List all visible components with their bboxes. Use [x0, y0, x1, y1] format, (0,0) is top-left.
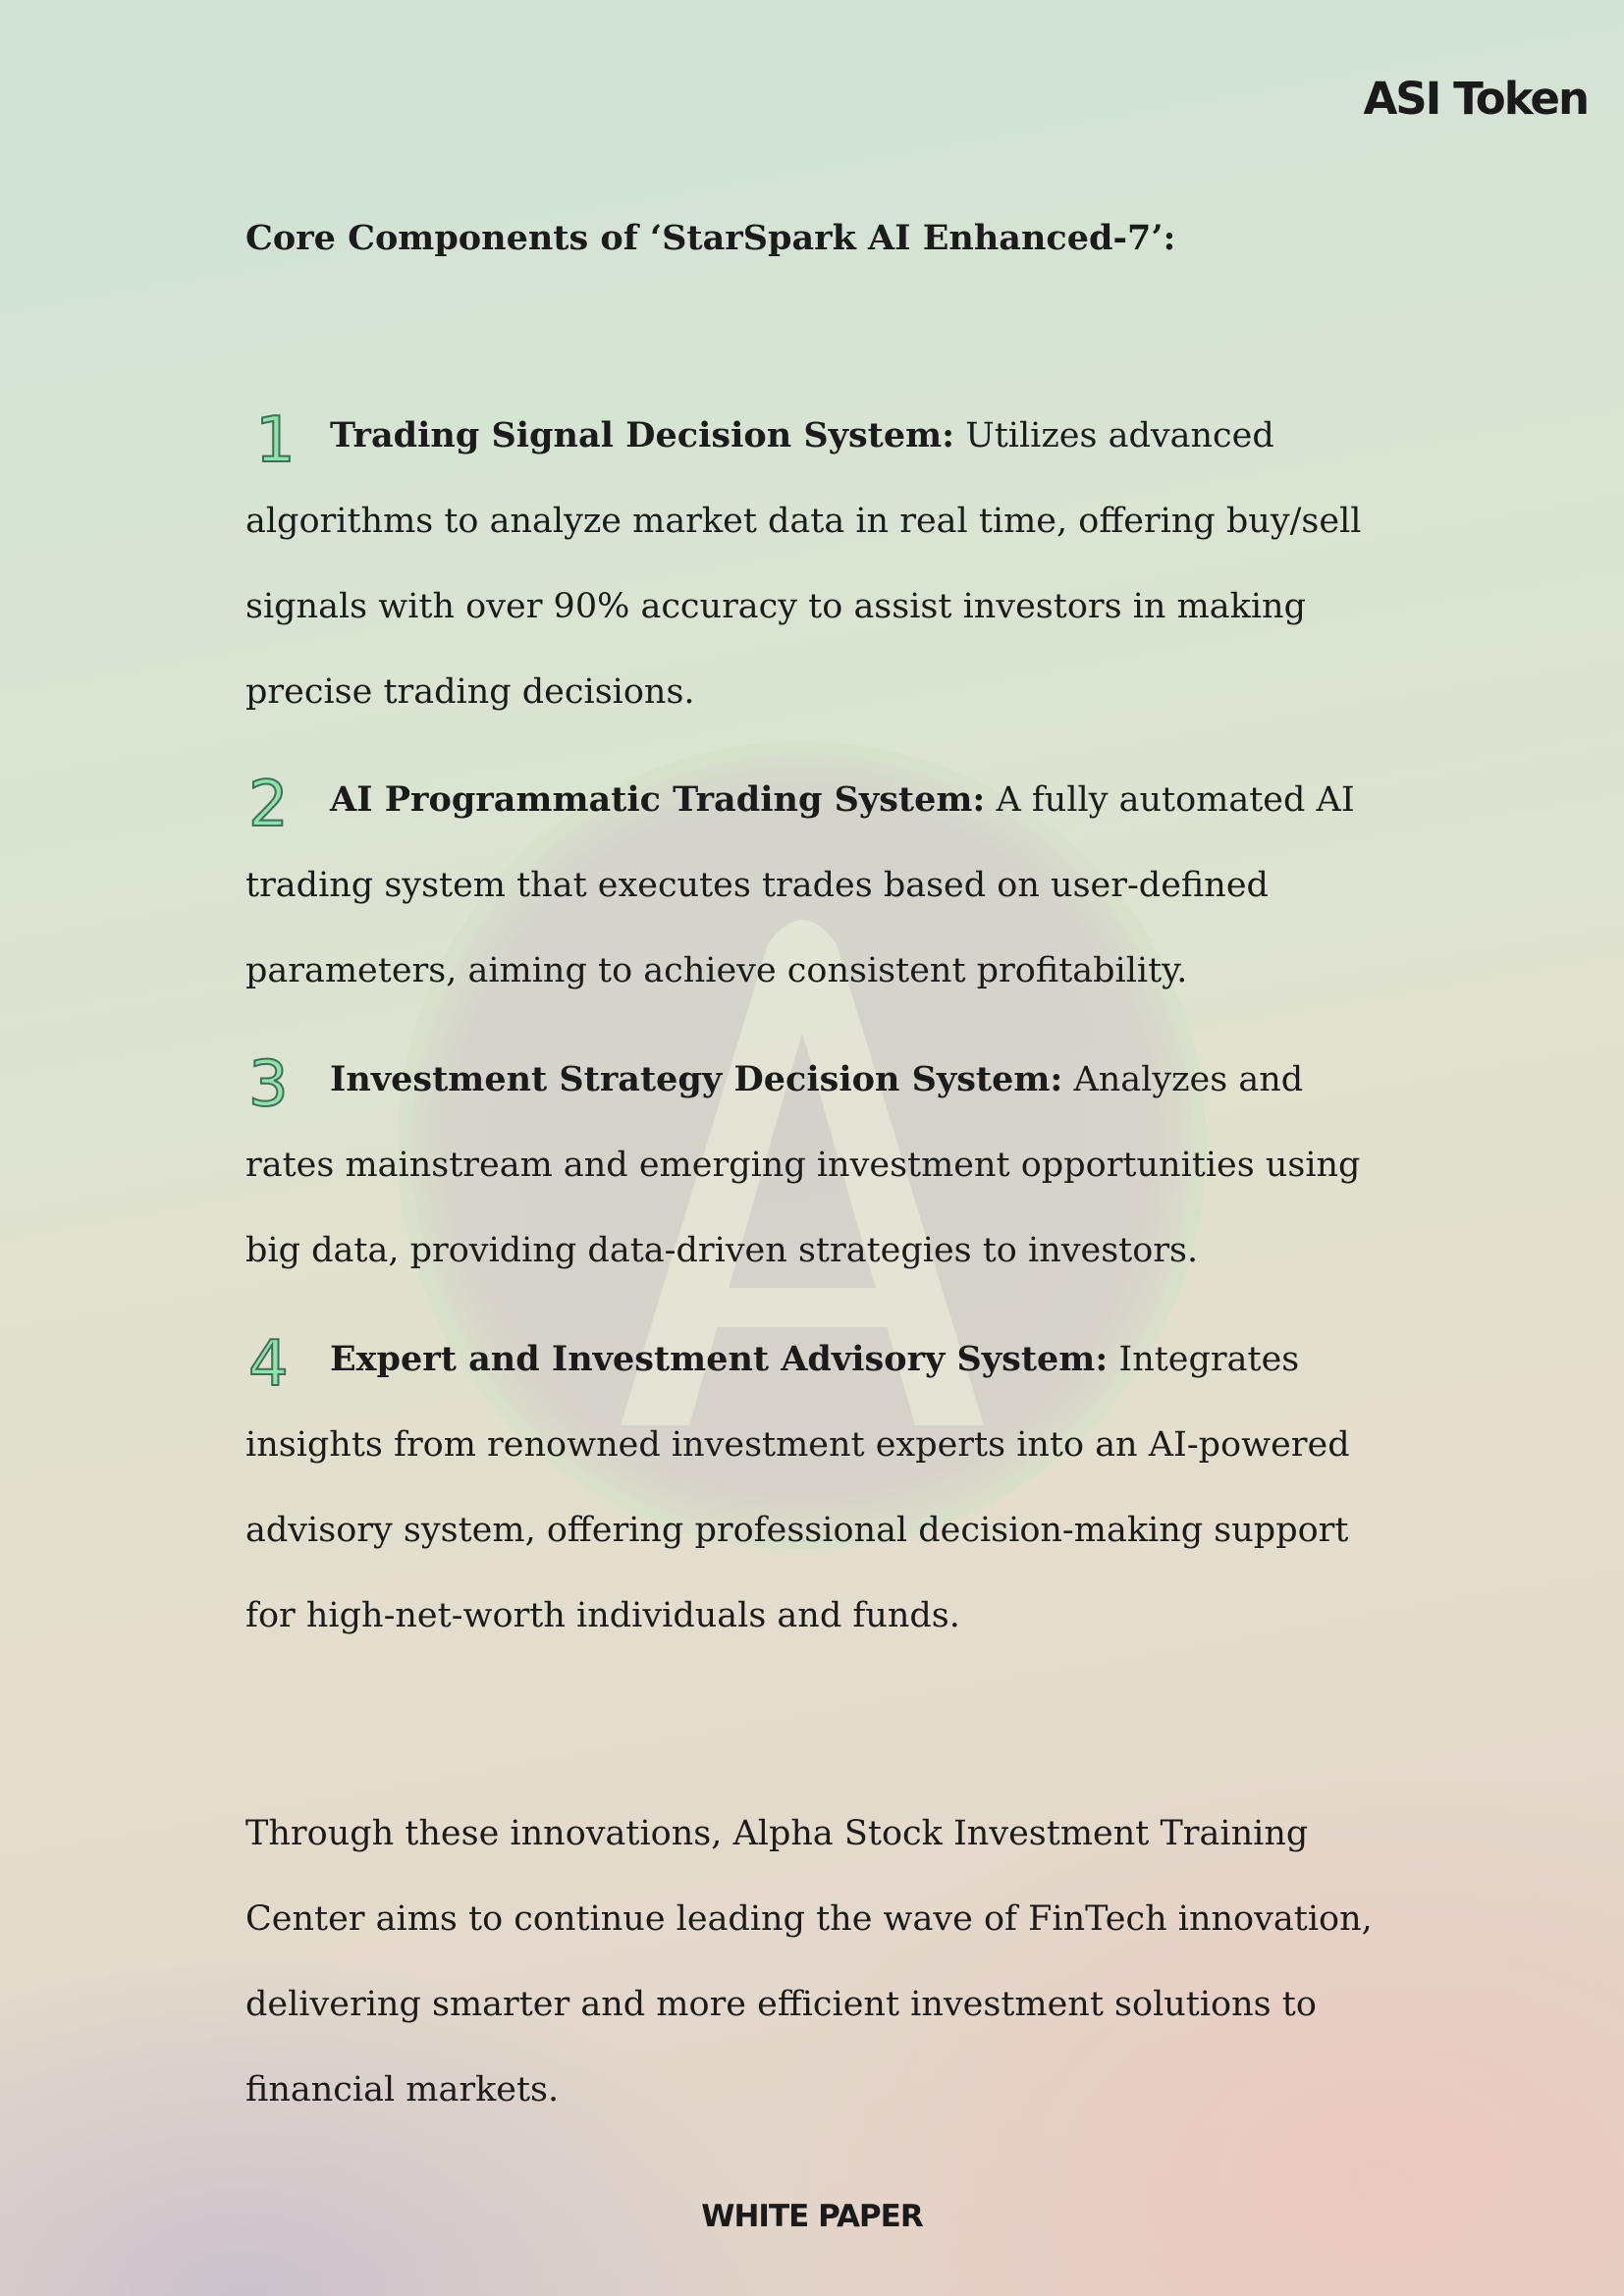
white-paper-footer: WHITE PAPER	[701, 2199, 923, 2234]
asi-token-logo: ASI Token	[1363, 73, 1588, 125]
digit-1-icon	[245, 404, 297, 469]
component-title: Trading Signal Decision System:	[330, 415, 955, 455]
component-item-1	[245, 393, 1384, 735]
component-description: Integrates insights from renowned investment experts into an AI-powered advisory system, offering professional decision-making support for high-net-worth individuals and funds.	[245, 1340, 1350, 1635]
component-item-3	[245, 1037, 1384, 1294]
component-description: Analyzes and rates mainstream and emerging investment opportunities using big data, providing data-driven strategies to investors.	[245, 1060, 1361, 1270]
svg-text:4: 4	[248, 1328, 289, 1393]
component-item-4	[245, 1316, 1384, 1659]
component-title: AI Programmatic Trading System:	[330, 779, 986, 820]
svg-text:3: 3	[248, 1048, 289, 1113]
component-title: Expert and Investment Advisory System:	[330, 1339, 1109, 1379]
section-heading: Core Components of ‘StarSpark AI Enhanced-7’:	[245, 218, 1176, 258]
component-description: A fully automated AI trading system that executes trades based on user-defined parameters, aiming to achieve consistent profitability.	[245, 780, 1355, 990]
svg-text:1: 1	[255, 404, 296, 469]
closing-paragraph: Through these innovations, Alpha Stock Investment Training Center aims to continue leading the wave of FinTech innovation, delivering smarter and more efficient investment solutions to financial markets.	[245, 1814, 1373, 2109]
svg-text:2: 2	[248, 769, 289, 833]
component-description: Utilizes advanced algorithms to analyze market data in real time, offering buy/sell signals with over 90% accuracy to assist investors in making precise trading decisions.	[245, 416, 1362, 712]
component-title: Investment Strategy Decision System:	[330, 1059, 1063, 1099]
digit-2-icon	[245, 769, 297, 833]
digit-4-icon	[245, 1328, 297, 1393]
component-item-2	[245, 757, 1384, 1014]
digit-3-icon	[245, 1048, 297, 1113]
